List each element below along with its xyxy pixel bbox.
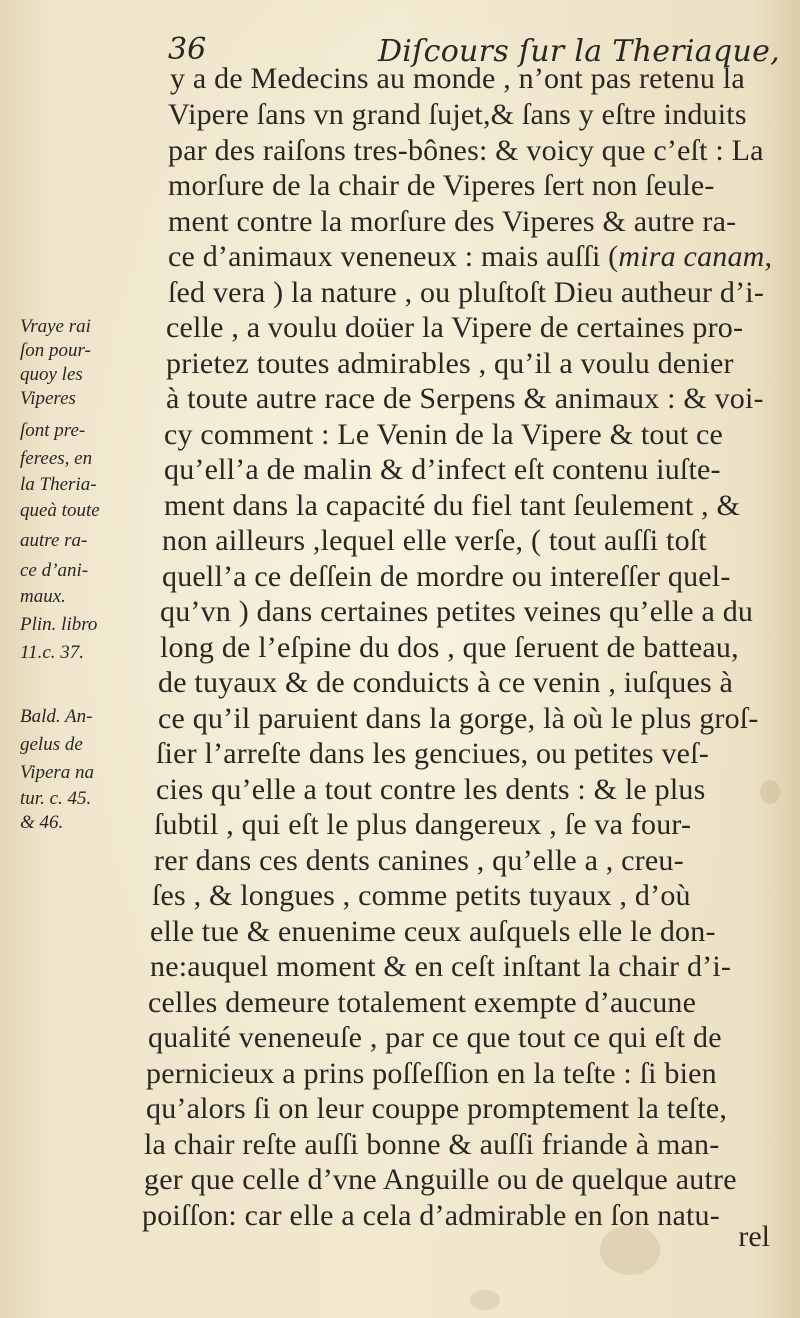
text-line: qu’ell’a de malin & d’infect eſt contenu iuſte- (164, 453, 721, 486)
text-line (168, 240, 772, 274)
text-line: quell’a ce deſſein de mordre ou intereſſer quel- (162, 560, 731, 593)
text-line: à toute autre race de Serpens & animaux : & voi- (166, 382, 764, 415)
text-line: pernicieux a prins poſſeſſion en la teſte : ſi bien (146, 1057, 717, 1090)
text-line: y a de Medecins au monde , n’ont pas retenu la (170, 62, 745, 95)
text-line: celle , a voulu doüer la Vipere de certaines pro- (166, 311, 744, 344)
catchword: rel (738, 1220, 770, 1253)
text-line: la chair reſte auſſi bonne & auſſi friande à man- (144, 1128, 720, 1161)
text-line: cies qu’elle a tout contre les dents : & le plus (156, 773, 706, 806)
margin-note: ſont pre- (20, 420, 86, 441)
text-line: par des raiſons tres-bônes: & voicy que c’eſt : La (168, 134, 764, 167)
text-line: Vipere ſans vn grand ſujet,& ſans y eſtre induits (168, 98, 747, 131)
text-line: ce qu’il paruient dans la gorge, là où le plus groſ- (158, 702, 759, 735)
margin-note: Bald. An- (20, 706, 93, 727)
margin-note: tur. c. 45. (20, 788, 92, 809)
margin-note: gelus de (20, 734, 83, 755)
margin-note: Vraye rai (20, 316, 91, 337)
text-line: ſes , & longues , comme petits tuyaux , d’où (152, 879, 691, 912)
margin-note: autre ra- (20, 530, 88, 551)
text-line: prietez toutes admirables , qu’il a voulu denier (166, 347, 734, 380)
text-line: ſubtil , qui eſt le plus dangereux , ſe va four- (154, 808, 692, 841)
margin-note: Plin. libro (20, 614, 98, 635)
italic-phrase: mira canam, (618, 240, 773, 273)
text-line: ne:auquel moment & en ceſt inſtant la chair d’i- (150, 950, 732, 983)
text-line: celles demeure totalement exempte d’aucune (148, 986, 697, 1019)
text-line: cy comment : Le Venin de la Vipere & tout ce (164, 418, 724, 451)
text-line: ger que celle d’vne Anguille ou de quelque autre (144, 1163, 737, 1196)
margin-note: Viperes (20, 388, 76, 409)
text-line: morſure de la chair de Viperes ſert non ſeule- (168, 169, 715, 202)
text-line: elle tue & enuenime ceux auſquels elle le don- (150, 915, 716, 948)
margin-note: ſon pour- (20, 340, 91, 361)
text-line: de tuyaux & de conduicts à ce venin , iuſques à (158, 666, 734, 699)
margin-note: ferees, en (20, 448, 93, 469)
text-line: ſed vera ) la nature , ou pluſtoſt Dieu autheur d’i- (168, 276, 765, 309)
text-line: ment dans la capacité du fiel tant ſeulement , & (164, 489, 741, 522)
text-line: poiſſon: car elle a cela d’admirable en ſon natu- (142, 1199, 720, 1232)
text-line: qualité veneneuſe , par ce que tout ce qui eſt de (148, 1021, 722, 1054)
text-line: qu’vn ) dans certaines petites veines qu’elle a du (160, 595, 754, 628)
text-line: ſier l’arreſte dans les genciues, ou petites veſ- (156, 737, 709, 770)
text-line: rer dans ces dents canines , qu’elle a , creu- (154, 844, 684, 877)
margin-note: quoy les (20, 364, 83, 385)
margin-note: & 46. (20, 812, 64, 833)
running-title: Diſcours ſur la Theriaque, (377, 34, 780, 69)
margin-note: la Theria- (20, 474, 97, 495)
page-number: 36 (168, 32, 207, 67)
margin-note: 11.c. 37. (20, 642, 85, 663)
text-segment: ce d’animaux veneneux : mais auſſi ( (168, 240, 619, 273)
margin-note: ce d’ani- (20, 560, 89, 581)
text-line: non ailleurs ,lequel elle verſe, ( tout auſſi toſt (162, 524, 707, 557)
text-line: qu’alors ſi on leur couppe promptement la teſte, (146, 1092, 728, 1125)
text-line: long de l’eſpine du dos , que ſeruent de batteau, (160, 631, 739, 664)
text-line: ment contre la morſure des Viperes & autre ra- (168, 205, 737, 238)
margin-note: Vipera na (20, 762, 95, 783)
margin-note: queà toute (20, 500, 100, 521)
margin-note: maux. (20, 586, 66, 607)
